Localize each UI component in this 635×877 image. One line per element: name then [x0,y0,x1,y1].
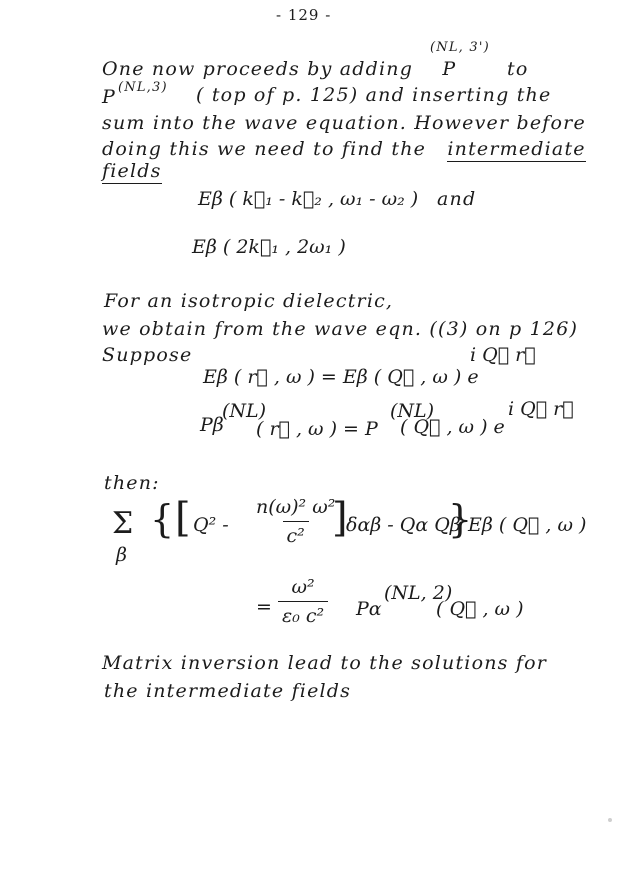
polarization-superscript: (NL, 3') [430,40,490,55]
equation-polarization-mid: ( r⃗ , ω ) = P [256,418,378,440]
equation-polarization-sup: (NL) [222,400,267,422]
eq6-numerator: ω² [291,576,315,598]
polarization-symbol: P [442,58,457,80]
eq5-delta-term: δαβ - Qα Qβ [346,514,461,536]
text-then: then: [104,472,160,494]
text-line-9: Matrix inversion lead to the solutions for [102,652,548,674]
eq6-argument: ( Q⃗ , ω ) [436,598,524,620]
equation-field-difference: Eβ ( k⃗₁ - k⃗₂ , ω₁ - ω₂ ) [198,188,419,210]
equation-and: and [437,188,477,210]
equation-plane-wave-field: Eβ ( r⃗ , ω ) = Eβ ( Q⃗ , ω ) e [203,366,479,388]
paper-speck [608,818,612,822]
eq6-fraction [278,576,328,627]
open-bracket: [ [175,495,191,541]
equation-polarization-exponent: i Q⃗ r⃗ [508,398,574,420]
line-2-superscript: (NL,3) [118,80,168,95]
text-line-10: the intermediate fields [104,680,352,702]
eq6-denominator: ε₀ c² [278,601,328,627]
text-line-2-p: P [102,86,116,108]
eq5-numerator: n(ω)² ω² [256,496,336,518]
page-number: - 129 - [276,6,332,24]
text-line-4 [102,138,586,160]
equation-plane-wave-exponent: i Q⃗ r⃗ [470,344,536,366]
eq5-denominator: c² [283,521,309,547]
text-line-5 [102,160,162,182]
fields-underlined: fields [102,160,162,182]
equation-polarization-sup2: (NL) [390,400,435,422]
text-line-2: ( top of p. 125) and inserting the [196,84,552,106]
equation-polarization-left: Pβ [200,414,224,436]
text-line-8: Suppose [102,344,193,366]
open-brace: { [150,497,175,541]
line-1-text: One now proceeds by adding [102,58,414,80]
eq5-fraction [252,496,339,547]
sum-symbol: Σ [112,506,134,541]
text-line-3: sum into the wave equation. However before [102,112,586,134]
close-brace: } [448,497,473,541]
line-4-text: doing this we need to find the [102,138,427,160]
text-line-1 [102,58,456,80]
eq5-field: Eβ ( Q⃗ , ω ) [468,514,587,536]
equation-polarization-right: ( Q⃗ , ω ) e [400,416,505,438]
equation-field-double: Eβ ( 2k⃗₁ , 2ω₁ ) [192,236,346,258]
close-bracket: ] [332,495,348,541]
text-line-7: we obtain from the wave eqn. ((3) on p 126) [102,318,579,340]
line-1-to: to [507,58,529,80]
sum-index: β [116,544,127,566]
eq6-equals: = [256,596,272,618]
intermediate-underlined: intermediate [447,138,586,160]
text-line-6: For an isotropic dielectric, [104,290,394,312]
eq6-polarization: Pα [356,598,382,620]
eq6-superscript: (NL, 2) [384,582,453,604]
eq5-q-squared: Q² - [193,514,229,536]
